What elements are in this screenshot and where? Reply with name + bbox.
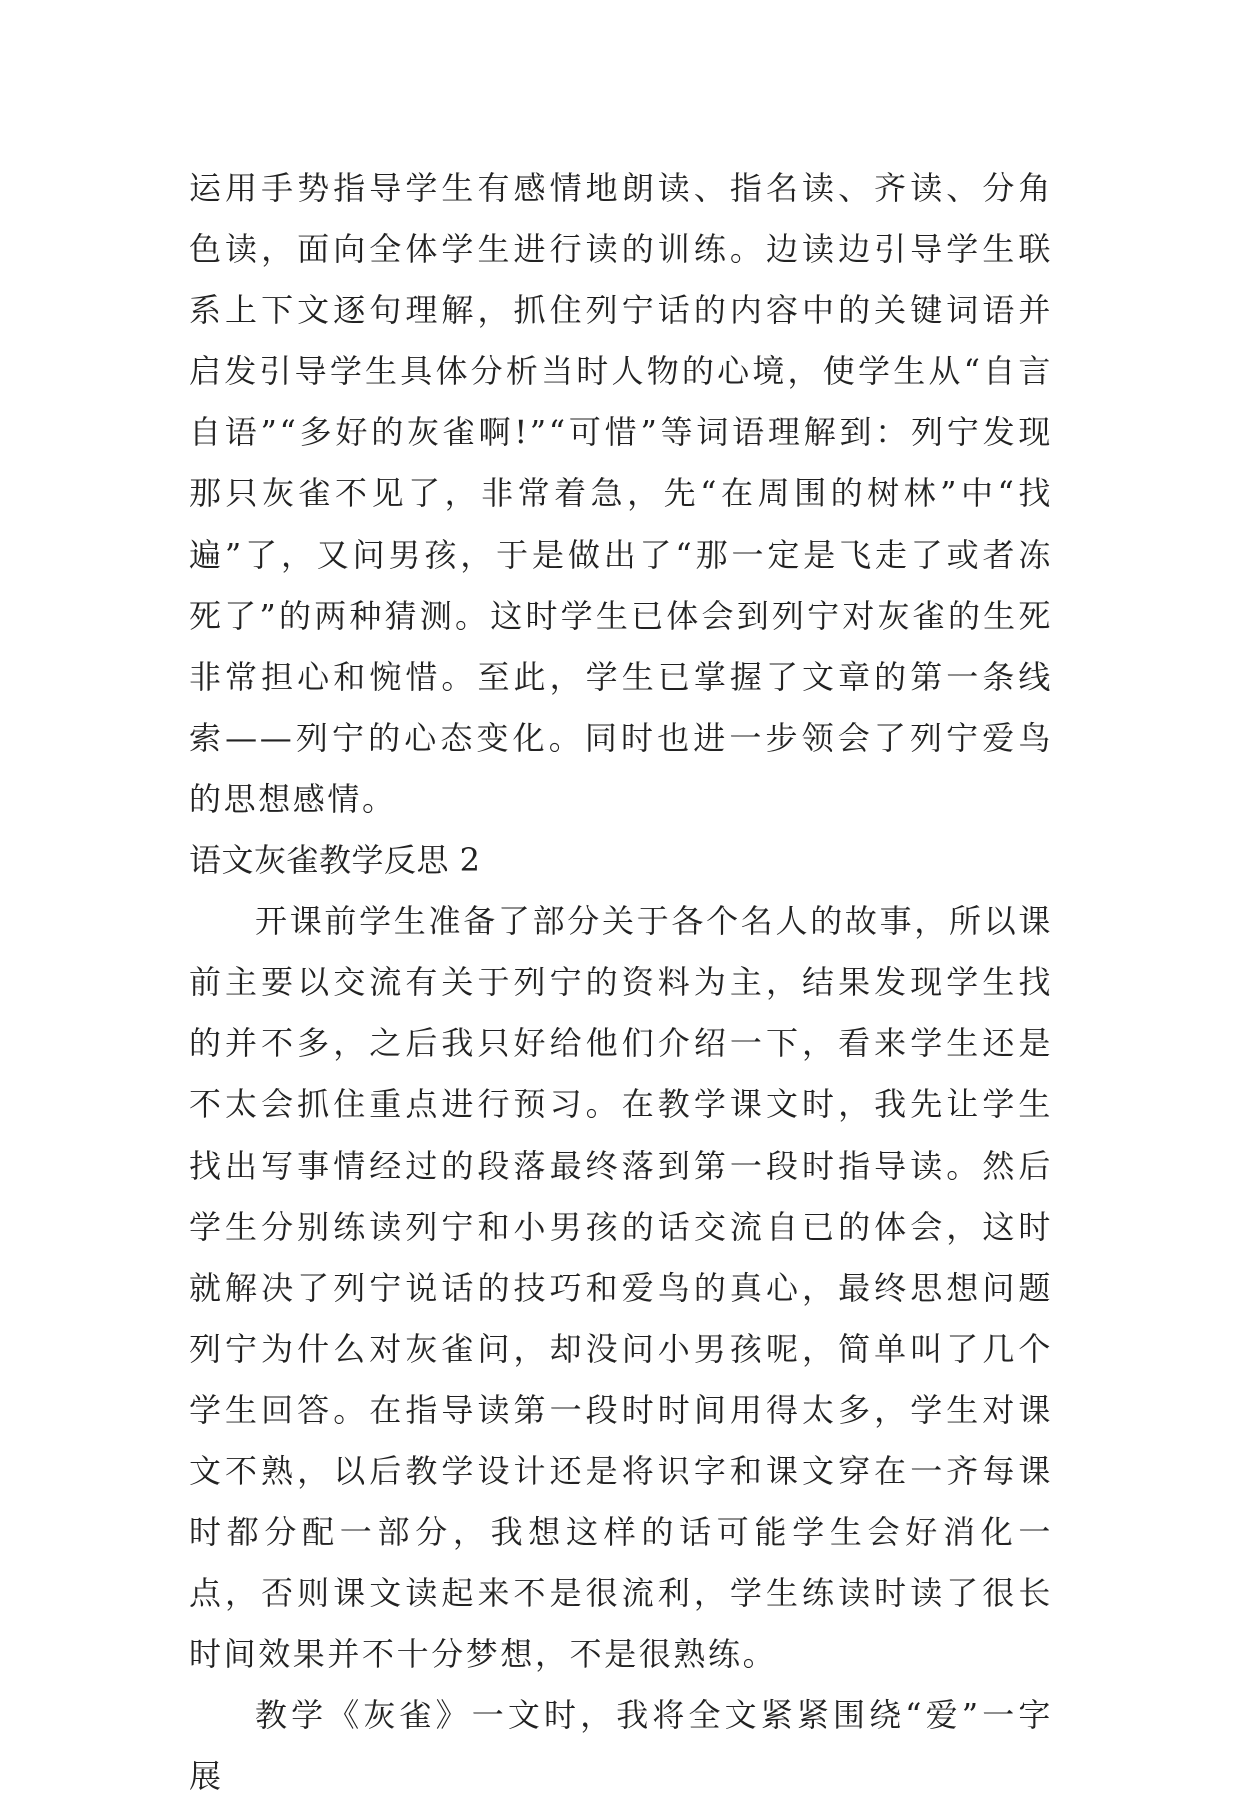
paragraph-reflection: 开课前学生准备了部分关于各个名人的故事，所以课前主要以交流有关于列宁的资料为主，结果发现学生找的并不多，之后我只好给他们介绍一下，看来学生还是不太会抓住重点进行预习。在教学课文时，我先让学生找出写事情经过的段落最终落到第一段时指导读。然后学生分别练读列宁和小男孩的话交流自已的体会，这时就解决了列宁说话的技巧和爱鸟的真心，最终思想问题列宁为什么对灰雀问，却没问小男孩呢，简单叫了几个学生回答。在指导读第一段时时间用得太多，学生对课文不熟，以后教学设计还是将识字和课文穿在一齐每课时都分配一部分，我想这样的话可能学生会好消化一点，否则课文读起来不是很流利，学生练读时读了很长时间效果并不十分梦想，不是很熟练。 <box>189 902 1053 1674</box>
section-heading: 语文灰雀教学反思 2 <box>189 841 481 880</box>
paragraph-continuation: 运用手势指导学生有感情地朗读、指名读、齐读、分角色读，面向全体学生进行读的训练。边读边引导学生联系上下文逐句理解，抓住列宁话的内容中的关键词语并启发引导学生具体分析当时人物的心境，使学生从“自言自语”“多好的灰雀啊!”“可惜”等词语理解到：列宁发现那只灰雀不见了，非常着急，先“在周围的树林”中“找遍”了，又问男孩，于是做出了“那一定是飞走了或者冻死了”的两种猜测。这时学生已体会到列宁对灰雀的生死非常担心和惋惜。至此，学生已掌握了文章的第一条线索——列宁的心态变化。同时也进一步领会了列宁爱鸟的思想感情。 <box>189 169 1053 818</box>
document-body <box>189 158 1053 1808</box>
paragraph-teaching-start: 教学《灰雀》一文时，我将全文紧紧围绕“爱”一字展 <box>189 1696 1053 1796</box>
